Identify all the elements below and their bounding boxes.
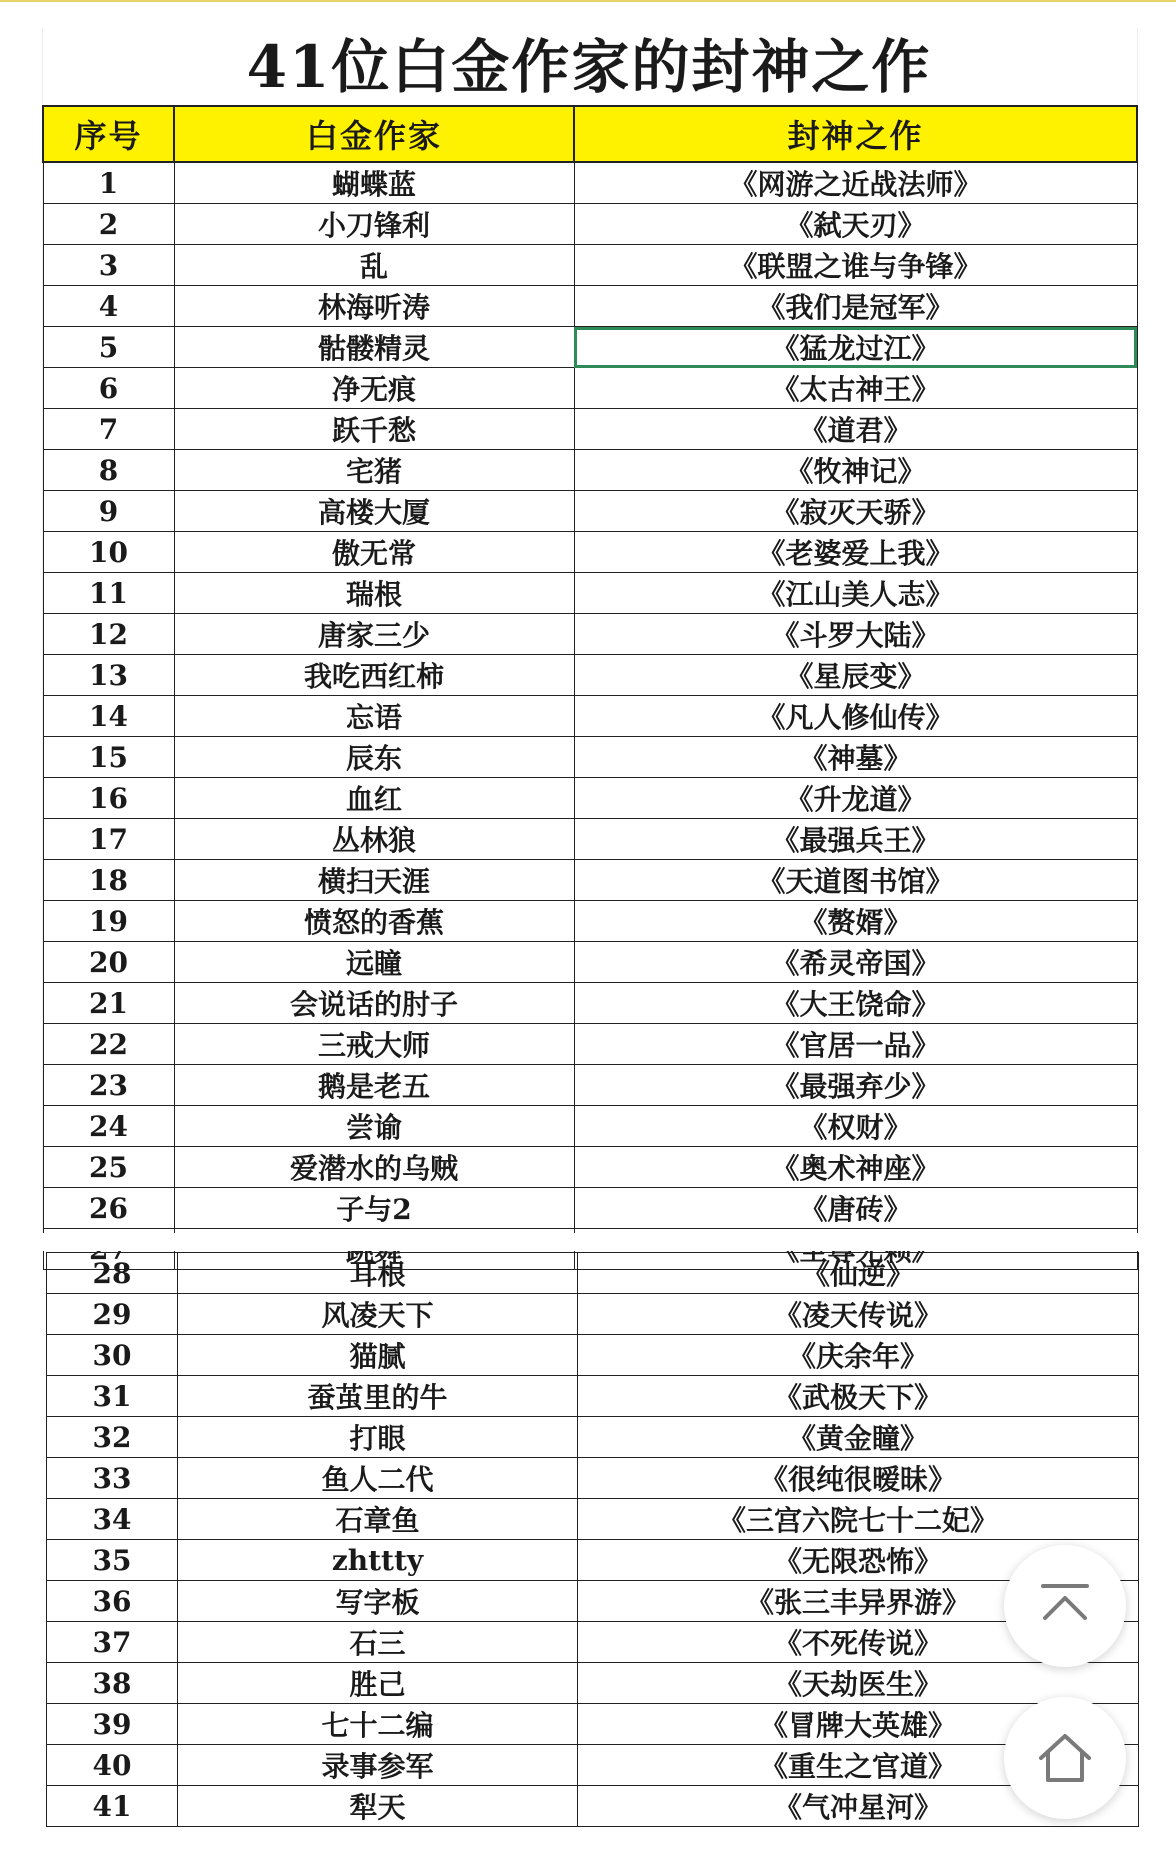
row-index[interactable]: 7 [43, 409, 174, 450]
table-row [47, 1376, 1139, 1417]
row-writer[interactable]: 打眼 [178, 1417, 578, 1458]
table-row [43, 1065, 1137, 1106]
row-work[interactable]: 《老婆爱上我》 [574, 532, 1137, 573]
row-work[interactable]: 《斗罗大陆》 [574, 614, 1137, 655]
row-writer[interactable]: 忘语 [174, 696, 574, 737]
row-writer[interactable]: 骷髅精灵 [174, 327, 574, 368]
row-work[interactable]: 《最强兵王》 [574, 819, 1137, 860]
table-row [47, 1540, 1139, 1581]
row-index[interactable]: 37 [47, 1622, 178, 1663]
table-row [43, 1106, 1137, 1147]
row-writer[interactable]: 风凌天下 [178, 1294, 578, 1335]
row-work[interactable]: 《天道图书馆》 [574, 860, 1137, 901]
row-index[interactable]: 29 [47, 1294, 178, 1335]
row-writer[interactable]: 傲无常 [174, 532, 574, 573]
row-index[interactable]: 39 [47, 1704, 178, 1745]
row-work[interactable]: 《黄金瞳》 [578, 1417, 1139, 1458]
row-work[interactable]: 《冒牌大英雄》 [578, 1704, 1139, 1745]
table-row [43, 491, 1137, 532]
row-index[interactable]: 19 [43, 901, 174, 942]
row-work[interactable]: 《无限恐怖》 [578, 1540, 1139, 1581]
row-index[interactable]: 31 [47, 1376, 178, 1417]
row-work[interactable]: 《重生之官道》 [578, 1745, 1139, 1786]
row-index[interactable]: 40 [47, 1745, 178, 1786]
row-writer[interactable]: 蚕茧里的牛 [178, 1376, 578, 1417]
row-writer[interactable]: 录事参军 [178, 1745, 578, 1786]
table-row [43, 614, 1137, 655]
row-index[interactable]: 17 [43, 819, 174, 860]
row-index[interactable]: 22 [43, 1024, 174, 1065]
row-index[interactable]: 1 [43, 162, 174, 204]
row-work[interactable]: 《神墓》 [574, 737, 1137, 778]
table-row [43, 409, 1137, 450]
row-work[interactable]: 《太古神王》 [574, 368, 1137, 409]
table-row [47, 1253, 1139, 1294]
row-index[interactable]: 21 [43, 983, 174, 1024]
row-index[interactable]: 41 [47, 1786, 178, 1827]
writers-table-part1 [42, 105, 1138, 1270]
row-writer[interactable]: 写字板 [178, 1581, 578, 1622]
back-to-top-button[interactable] [1004, 1545, 1126, 1667]
row-index[interactable]: 16 [43, 778, 174, 819]
row-writer[interactable]: 小刀锋利 [174, 204, 574, 245]
row-writer[interactable]: 辰东 [174, 737, 574, 778]
row-work[interactable]: 《升龙道》 [574, 778, 1137, 819]
row-writer[interactable]: 石三 [178, 1622, 578, 1663]
row-writer[interactable]: 宅猪 [174, 450, 574, 491]
row-writer[interactable]: 三戒大师 [174, 1024, 574, 1065]
row-index[interactable]: 36 [47, 1581, 178, 1622]
row-writer[interactable]: 愤怒的香蕉 [174, 901, 574, 942]
row-writer[interactable]: 瑞根 [174, 573, 574, 614]
table-row [47, 1581, 1139, 1622]
table-row [43, 162, 1137, 204]
row-work[interactable]: 《希灵帝国》 [574, 942, 1137, 983]
home-icon [1035, 1728, 1095, 1788]
writers-table-part2 [46, 1252, 1139, 1827]
row-work[interactable]: 《不死传说》 [578, 1622, 1139, 1663]
table-row [43, 942, 1137, 983]
row-index[interactable]: 30 [47, 1335, 178, 1376]
row-work[interactable]: 《官居一品》 [574, 1024, 1137, 1065]
table-row [47, 1704, 1139, 1745]
row-work[interactable]: 《庆余年》 [578, 1335, 1139, 1376]
row-writer[interactable]: 林海听涛 [174, 286, 574, 327]
row-writer[interactable]: 我吃西红柿 [174, 655, 574, 696]
table-row [43, 901, 1137, 942]
row-writer[interactable]: 七十二编 [178, 1704, 578, 1745]
row-index[interactable]: 20 [43, 942, 174, 983]
row-index[interactable]: 6 [43, 368, 174, 409]
row-work[interactable]: 《唐砖》 [574, 1188, 1137, 1229]
row-work[interactable]: 《星辰变》 [574, 655, 1137, 696]
row-index[interactable]: 12 [43, 614, 174, 655]
row-index[interactable]: 13 [43, 655, 174, 696]
row-index[interactable]: 25 [43, 1147, 174, 1188]
row-work[interactable]: 《寂灭天骄》 [574, 491, 1137, 532]
row-work[interactable]: 《凌天传说》 [578, 1294, 1139, 1335]
row-work[interactable]: 《很纯很暧昧》 [578, 1458, 1139, 1499]
table-row [43, 368, 1137, 409]
row-writer[interactable]: 远瞳 [174, 942, 574, 983]
row-work[interactable]: 《张三丰异界游》 [578, 1581, 1139, 1622]
table-row [43, 532, 1137, 573]
row-work[interactable]: 《牧神记》 [574, 450, 1137, 491]
row-index[interactable]: 28 [47, 1253, 178, 1294]
row-work[interactable]: 《三宫六院七十二妃》 [578, 1499, 1139, 1540]
row-work[interactable]: 《江山美人志》 [574, 573, 1137, 614]
row-work[interactable]: 《凡人修仙传》 [574, 696, 1137, 737]
row-work[interactable]: 《猛龙过江》 [574, 327, 1137, 368]
row-writer[interactable]: 血红 [174, 778, 574, 819]
row-writer[interactable]: 鱼人二代 [178, 1458, 578, 1499]
table-row [47, 1417, 1139, 1458]
row-writer[interactable]: 高楼大厦 [174, 491, 574, 532]
row-writer[interactable]: 耳根 [178, 1253, 578, 1294]
table-row [47, 1294, 1139, 1335]
row-writer[interactable]: 胜己 [178, 1663, 578, 1704]
row-writer[interactable]: 跃千愁 [174, 409, 574, 450]
header-work: 封神之作 [574, 106, 1137, 162]
row-writer[interactable]: 乱 [174, 245, 574, 286]
arrow-up-to-top-icon [1035, 1576, 1095, 1636]
table-row [43, 286, 1137, 327]
row-index[interactable]: 23 [43, 1065, 174, 1106]
row-writer[interactable]: 猫腻 [178, 1335, 578, 1376]
table-row [43, 1147, 1137, 1188]
row-work[interactable]: 《武极天下》 [578, 1376, 1139, 1417]
row-work[interactable]: 《权财》 [574, 1106, 1137, 1147]
row-work[interactable]: 《网游之近战法师》 [574, 162, 1137, 204]
top-border [0, 0, 1176, 2]
table-row [43, 696, 1137, 737]
row-index[interactable]: 33 [47, 1458, 178, 1499]
header-row [43, 106, 1137, 162]
table-row [43, 1024, 1137, 1065]
table-row [43, 983, 1137, 1024]
row-index[interactable]: 10 [43, 532, 174, 573]
table-row [43, 204, 1137, 245]
table-row [43, 655, 1137, 696]
table-row [43, 860, 1137, 901]
row-writer[interactable]: 唐家三少 [174, 614, 574, 655]
row-writer[interactable]: zhttty [178, 1540, 578, 1581]
header-writer: 白金作家 [174, 106, 574, 162]
table-row [47, 1499, 1139, 1540]
row-work[interactable]: 《奥术神座》 [574, 1147, 1137, 1188]
table-row [47, 1458, 1139, 1499]
row-index[interactable]: 11 [43, 573, 174, 614]
row-writer[interactable]: 子与2 [174, 1188, 574, 1229]
table-row [43, 819, 1137, 860]
row-index[interactable]: 4 [43, 286, 174, 327]
table-row [43, 737, 1137, 778]
row-writer[interactable]: 净无痕 [174, 368, 574, 409]
table-row [47, 1335, 1139, 1376]
row-index[interactable]: 38 [47, 1663, 178, 1704]
table-row [47, 1745, 1139, 1786]
row-index[interactable]: 14 [43, 696, 174, 737]
header-index: 序号 [43, 106, 174, 162]
row-work[interactable]: 《弑天刃》 [574, 204, 1137, 245]
row-index[interactable]: 9 [43, 491, 174, 532]
table-row [47, 1622, 1139, 1663]
row-index[interactable]: 26 [43, 1188, 174, 1229]
row-index[interactable]: 18 [43, 860, 174, 901]
row-writer[interactable]: 蝴蝶蓝 [174, 162, 574, 204]
row-work[interactable]: 《我们是冠军》 [574, 286, 1137, 327]
row-work[interactable]: 《联盟之谁与争锋》 [574, 245, 1137, 286]
row-writer[interactable]: 会说话的肘子 [174, 983, 574, 1024]
table-row [43, 778, 1137, 819]
row-index[interactable]: 2 [43, 204, 174, 245]
row-writer[interactable]: 爱潜水的乌贼 [174, 1147, 574, 1188]
table-row [47, 1786, 1139, 1827]
row-writer[interactable]: 鹅是老五 [174, 1065, 574, 1106]
row-index[interactable]: 5 [43, 327, 174, 368]
row-index[interactable]: 34 [47, 1499, 178, 1540]
row-work[interactable]: 《赘婿》 [574, 901, 1137, 942]
row-work[interactable]: 《最强弃少》 [574, 1065, 1137, 1106]
table-row [43, 450, 1137, 491]
row-work[interactable]: 《天劫医生》 [578, 1663, 1139, 1704]
row-work[interactable]: 《仙逆》 [578, 1253, 1139, 1294]
row-index[interactable]: 32 [47, 1417, 178, 1458]
row-writer[interactable]: 尝谕 [174, 1106, 574, 1147]
row-index[interactable]: 8 [43, 450, 174, 491]
table-row [43, 245, 1137, 286]
row-writer[interactable]: 犁天 [178, 1786, 578, 1827]
row-index[interactable]: 3 [43, 245, 174, 286]
row-work[interactable]: 《道君》 [574, 409, 1137, 450]
page-gap [0, 1233, 1176, 1251]
row-index[interactable]: 35 [47, 1540, 178, 1581]
row-writer[interactable]: 石章鱼 [178, 1499, 578, 1540]
home-button[interactable] [1004, 1697, 1126, 1819]
row-writer[interactable]: 丛林狼 [174, 819, 574, 860]
table-row [43, 1188, 1137, 1229]
table-row [43, 327, 1137, 368]
row-writer[interactable]: 横扫天涯 [174, 860, 574, 901]
row-index[interactable]: 15 [43, 737, 174, 778]
row-work[interactable]: 《气冲星河》 [578, 1786, 1139, 1827]
table-row [47, 1663, 1139, 1704]
page-title: 41位白金作家的封神之作 [246, 33, 932, 101]
row-work[interactable]: 《大王饶命》 [574, 983, 1137, 1024]
table-row [43, 573, 1137, 614]
row-index[interactable]: 24 [43, 1106, 174, 1147]
